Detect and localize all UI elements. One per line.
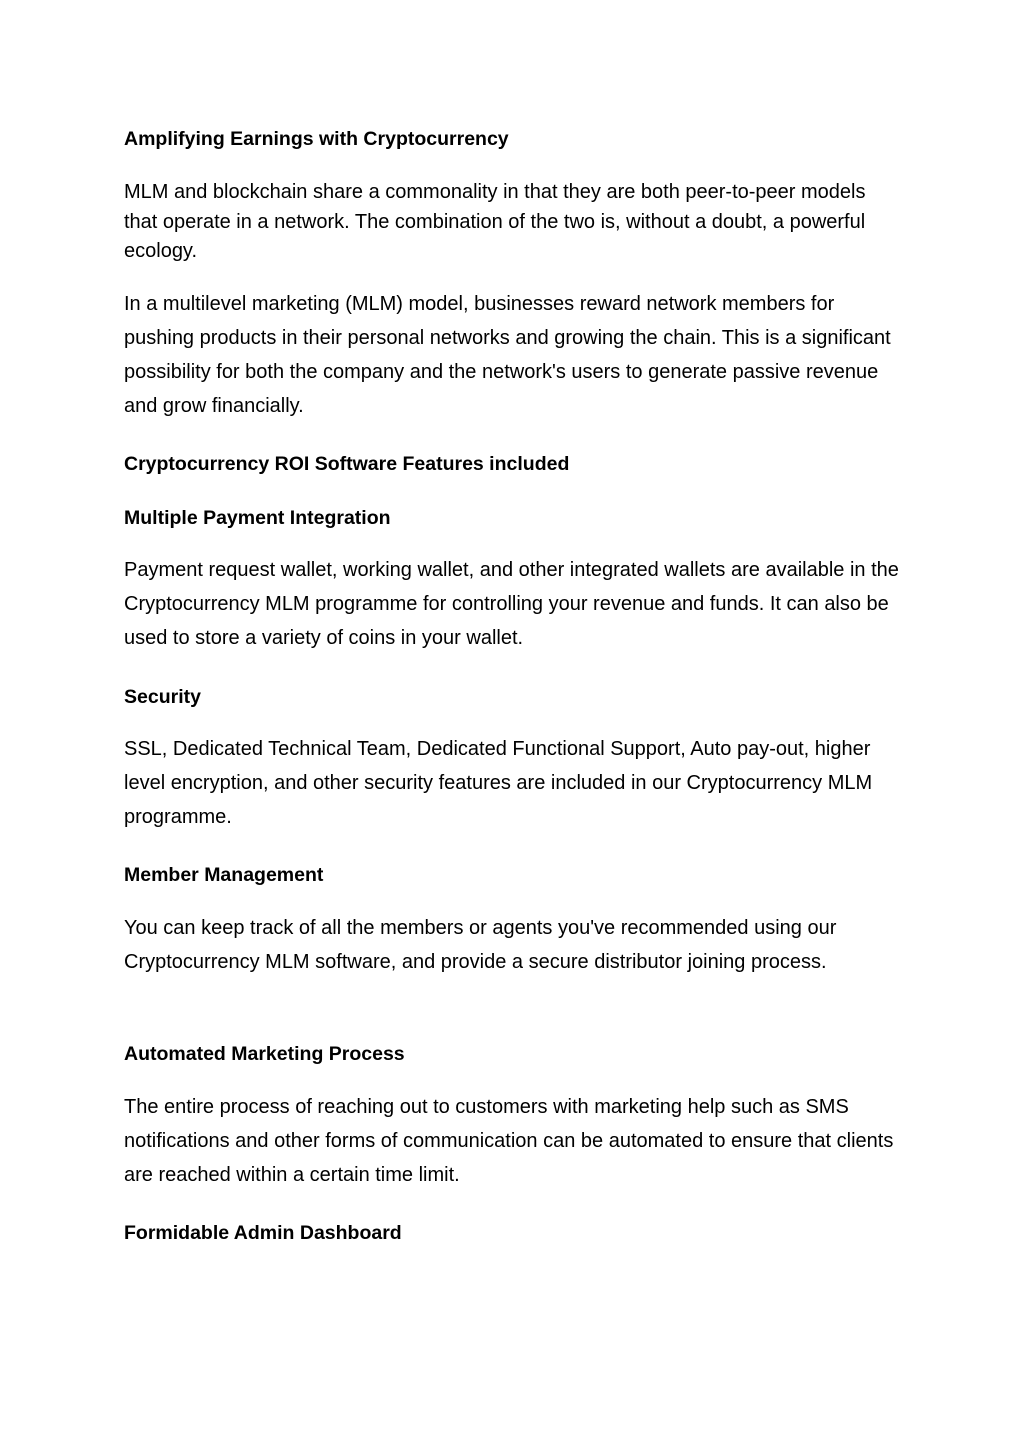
paragraph-payment-integration: Payment request wallet, working wallet, and other integrated wallets are available in the Cryptocurrency MLM programme for controlling your revenue and funds. It can also be used to store a variety of coins in your wallet. <box>124 559 899 649</box>
paragraph-automated-marketing: The entire process of reaching out to customers with marketing help such as SMS notifications and other forms of communication can be automated to ensure that clients are reached within a certain time limit. <box>124 1096 894 1186</box>
heading-multiple-payment-integration: Multiple Payment Integration <box>124 507 391 529</box>
heading-amplifying-earnings: Amplifying Earnings with Cryptocurrency <box>124 128 509 150</box>
heading-features-included: Cryptocurrency ROI Software Features included <box>124 453 570 475</box>
heading-member-management: Member Management <box>124 864 324 886</box>
paragraph-mlm-blockchain: MLM and blockchain share a commonality in that they are both peer-to-peer models that operate in a network. The combination of the two is, without a doubt, a powerful ecology. <box>124 181 866 262</box>
heading-admin-dashboard: Formidable Admin Dashboard <box>124 1222 402 1244</box>
paragraph-mlm-model: In a multilevel marketing (MLM) model, businesses reward network members for pushing products in their personal networks and growing the chain. This is a significant possibility for both the company and the network's users to generate passive revenue and grow financially. <box>124 293 891 417</box>
heading-security: Security <box>124 686 201 708</box>
paragraph-security: SSL, Dedicated Technical Team, Dedicated Functional Support, Auto pay-out, higher level encryption, and other security features are included in our Cryptocurrency MLM programme. <box>124 738 873 828</box>
paragraph-member-management: You can keep track of all the members or agents you've recommended using our Cryptocurrency MLM software, and provide a secure distributor joining process. <box>124 917 837 973</box>
heading-automated-marketing: Automated Marketing Process <box>124 1043 405 1065</box>
